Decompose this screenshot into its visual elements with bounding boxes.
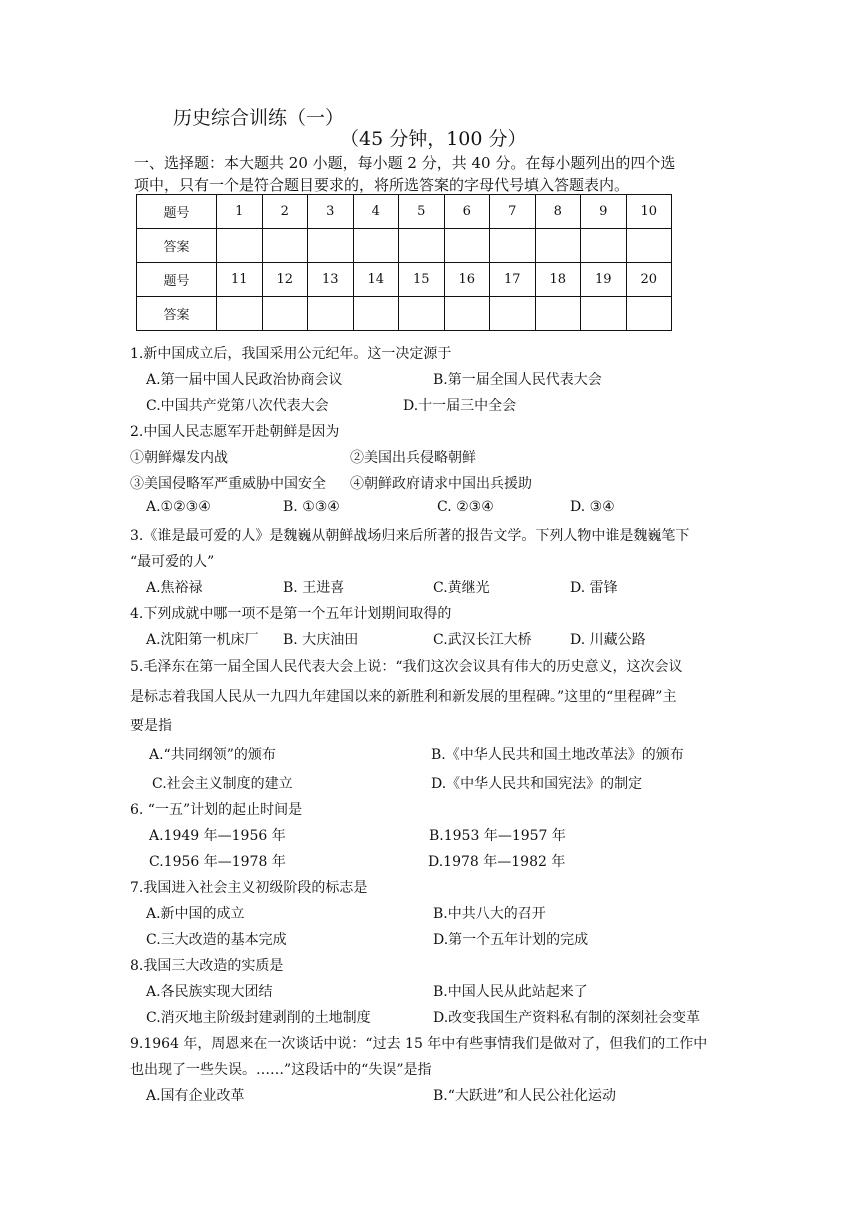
question-number-cell: 10 (626, 195, 672, 229)
page-subtitle: （45 分钟，100 分） (340, 128, 527, 150)
question-3-stem-line-1: 3.《谁是最可爱的人》是魏巍从朝鲜战场归来后所著的报告文学。下列人物中谁是魏巍笔下 (130, 528, 690, 544)
question-7-option-d: D.第一个五年计划的完成 (433, 932, 589, 948)
question-1-option-c: C.中国共产党第八次代表大会 (146, 398, 329, 414)
question-4-option-a: A.沈阳第一机床厂 (146, 632, 259, 648)
question-5-option-a: A.“共同纲领”的颁布 (149, 747, 276, 763)
question-number-cell: 12 (262, 263, 308, 297)
question-2-statement-4: ④朝鲜政府请求中国出兵援助 (350, 476, 532, 492)
question-3-stem-line-2: “最可爱的人” (130, 554, 215, 570)
answer-cell[interactable] (490, 297, 536, 331)
question-3-option-d: D. 雷锋 (570, 580, 618, 596)
question-9-stem-line-1: 9.1964 年，周恩来在一次谈话中说：“过去 15 年中有些事情我们是做对了，但我们的工作中 (130, 1036, 708, 1052)
question-9-stem-line-2: 也出现了一些失误。……”这段话中的“失误”是指 (130, 1062, 432, 1078)
question-number-cell: 16 (444, 263, 490, 297)
question-6-stem: 6. “一五”计划的起止时间是 (130, 802, 303, 818)
question-3-option-a: A.焦裕禄 (146, 580, 203, 596)
answer-cell[interactable] (353, 297, 399, 331)
question-number-cell: 1 (217, 195, 263, 229)
question-9-option-a: A.国有企业改革 (146, 1088, 245, 1104)
question-8-option-a: A.各民族实现大团结 (146, 984, 273, 1000)
table-row-numbers-2 (137, 263, 672, 297)
question-number-cell: 14 (353, 263, 399, 297)
answer-cell[interactable] (262, 297, 308, 331)
question-6-option-b: B.1953 年—1957 年 (429, 828, 566, 844)
question-number-cell: 18 (535, 263, 581, 297)
question-number-cell: 2 (262, 195, 308, 229)
question-number-cell: 11 (217, 263, 263, 297)
row-label-number: 题号 (137, 195, 217, 229)
answer-cell[interactable] (399, 297, 445, 331)
question-2-statement-3: ③美国侵略军严重威胁中国安全 (130, 476, 326, 492)
question-8-option-c: C.消灭地主阶级封建剥削的土地制度 (146, 1010, 371, 1026)
question-4-option-b: B. 大庆油田 (283, 632, 359, 648)
question-7-option-b: B.中共八大的召开 (433, 906, 546, 922)
page-title: 历史综合训练（一） (173, 107, 345, 129)
question-7-stem: 7.我国进入社会主义初级阶段的标志是 (130, 880, 368, 896)
row-label-answer: 答案 (137, 229, 217, 263)
table-row-numbers-1 (137, 195, 672, 229)
answer-cell[interactable] (353, 229, 399, 263)
answer-cell[interactable] (217, 297, 263, 331)
answer-cell[interactable] (535, 297, 581, 331)
question-number-cell: 17 (490, 263, 536, 297)
question-6-option-c: C.1956 年—1978 年 (149, 854, 286, 870)
question-number-cell: 4 (353, 195, 399, 229)
question-4-option-c: C.武汉长江大桥 (433, 632, 532, 648)
question-4-option-d: D. 川藏公路 (570, 632, 646, 648)
question-1-option-b: B.第一届全国人民代表大会 (433, 372, 602, 388)
answer-cell[interactable] (581, 229, 627, 263)
question-2-statement-2: ②美国出兵侵略朝鲜 (350, 450, 476, 466)
answer-table (136, 194, 672, 331)
question-1-stem: 1.新中国成立后，我国采用公元纪年。这一决定源于 (130, 346, 452, 362)
question-5-stem-line-2: 是标志着我国人民从一九四九年建国以来的新胜利和新发展的里程碑。”这里的“里程碑”主 (130, 689, 677, 705)
answer-cell[interactable] (444, 229, 490, 263)
question-4-stem: 4.下列成就中哪一项不是第一个五年计划期间取得的 (130, 606, 452, 622)
question-2-option-c: C. ②③④ (437, 499, 494, 515)
question-8-option-b: B.中国人民从此站起来了 (433, 984, 588, 1000)
question-number-cell: 19 (581, 263, 627, 297)
question-7-option-c: C.三大改造的基本完成 (146, 932, 287, 948)
answer-cell[interactable] (626, 297, 672, 331)
answer-cell[interactable] (399, 229, 445, 263)
row-label-answer: 答案 (137, 297, 217, 331)
answer-cell[interactable] (444, 297, 490, 331)
question-2-statement-1: ①朝鲜爆发内战 (130, 450, 228, 466)
question-5-stem-line-1: 5.毛泽东在第一届全国人民代表大会上说：“我们这次会议具有伟大的历史意义，这次会议 (130, 659, 683, 675)
question-9-option-b: B.“大跃进”和人民公社化运动 (433, 1088, 617, 1104)
question-number-cell: 13 (308, 263, 354, 297)
question-6-option-a: A.1949 年—1956 年 (149, 828, 286, 844)
answer-cell[interactable] (308, 229, 354, 263)
question-number-cell: 6 (444, 195, 490, 229)
section-instructions-line-1: 一、选择题：本大题共 20 小题，每小题 2 分，共 40 分。在每小题列出的四个选 (134, 154, 676, 172)
question-7-option-a: A.新中国的成立 (146, 906, 245, 922)
question-2-option-a: A.①②③④ (146, 499, 211, 515)
question-number-cell: 8 (535, 195, 581, 229)
answer-cell[interactable] (308, 297, 354, 331)
question-number-cell: 3 (308, 195, 354, 229)
table-row-answers-2 (137, 297, 672, 331)
answer-cell[interactable] (262, 229, 308, 263)
question-5-option-c: C.社会主义制度的建立 (152, 776, 293, 792)
answer-cell[interactable] (581, 297, 627, 331)
question-2-option-d: D. ③④ (570, 499, 615, 515)
answer-cell[interactable] (535, 229, 581, 263)
row-label-number: 题号 (137, 263, 217, 297)
question-2-option-b: B. ①③④ (283, 499, 340, 515)
question-5-option-d: D.《中华人民共和国宪法》的制定 (431, 776, 643, 792)
question-5-stem-line-3: 要是指 (130, 718, 172, 734)
question-8-option-d: D.改变我国生产资料私有制的深刻社会变革 (433, 1010, 701, 1026)
question-number-cell: 5 (399, 195, 445, 229)
question-number-cell: 7 (490, 195, 536, 229)
section-instructions-line-2: 项中，只有一个是符合题目要求的，将所选答案的字母代号填入答题表内。 (134, 176, 630, 194)
answer-cell[interactable] (217, 229, 263, 263)
question-5-option-b: B.《中华人民共和国土地改革法》的颁布 (431, 747, 684, 763)
question-1-option-a: A.第一届中国人民政治协商会议 (146, 372, 343, 388)
answer-cell[interactable] (626, 229, 672, 263)
question-number-cell: 9 (581, 195, 627, 229)
question-2-stem: 2.中国人民志愿军开赴朝鲜是因为 (130, 424, 340, 440)
table-row-answers-1 (137, 229, 672, 263)
question-number-cell: 20 (626, 263, 672, 297)
question-3-option-b: B. 王进喜 (283, 580, 345, 596)
answer-cell[interactable] (490, 229, 536, 263)
question-1-option-d: D.十一届三中全会 (403, 398, 517, 414)
question-6-option-d: D.1978 年—1982 年 (428, 854, 566, 870)
question-8-stem: 8.我国三大改造的实质是 (130, 958, 284, 974)
question-3-option-c: C.黄继光 (433, 580, 490, 596)
question-number-cell: 15 (399, 263, 445, 297)
